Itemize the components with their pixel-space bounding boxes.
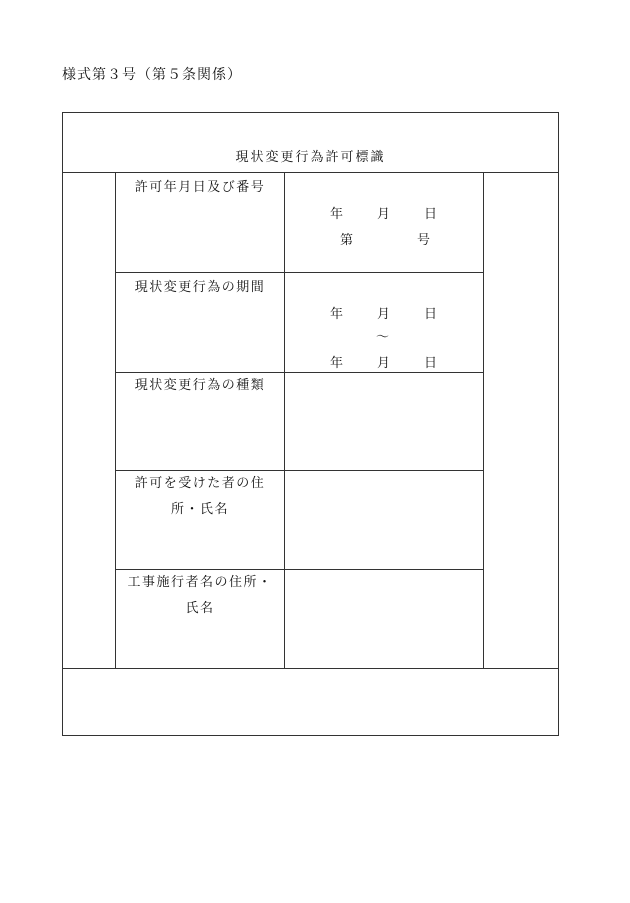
label-text-line1: 工事施行者名の住所・ xyxy=(127,575,273,590)
label-permittee-address-name xyxy=(116,471,284,523)
end-year-mark: 年 xyxy=(330,356,344,371)
month-mark: 月 xyxy=(377,207,391,222)
form-number: 様式第３号（第５条関係） xyxy=(62,67,242,83)
label-change-period xyxy=(116,275,284,301)
label-contractor-address-name xyxy=(116,570,284,622)
day-mark: 日 xyxy=(424,207,438,222)
start-month-mark: 月 xyxy=(377,307,391,322)
row-divider-1 xyxy=(116,272,484,273)
start-day-mark: 日 xyxy=(424,307,438,322)
sign-form-table xyxy=(62,112,559,736)
range-separator: ～ xyxy=(376,330,390,345)
label-change-type xyxy=(116,373,284,399)
label-text-line2: 所・氏名 xyxy=(170,502,229,517)
start-year-mark: 年 xyxy=(330,307,344,322)
label-text-line1: 許可を受けた者の住 xyxy=(134,476,266,491)
label-permit-date-number xyxy=(116,175,284,201)
year-mark: 年 xyxy=(330,207,344,222)
label-text-line2: 氏名 xyxy=(185,601,215,616)
right-margin-divider xyxy=(483,172,484,669)
label-text: 現状変更行為の期間 xyxy=(134,280,266,295)
number-suffix: 号 xyxy=(417,233,431,248)
end-day-mark: 日 xyxy=(424,356,438,371)
label-text: 許可年月日及び番号 xyxy=(134,180,266,195)
end-month-mark: 月 xyxy=(377,356,391,371)
label-value-divider xyxy=(284,172,285,669)
label-text: 現状変更行為の種類 xyxy=(134,378,266,393)
number-prefix: 第 xyxy=(340,233,354,248)
form-title: 現状変更行為許可標識 xyxy=(235,150,386,165)
